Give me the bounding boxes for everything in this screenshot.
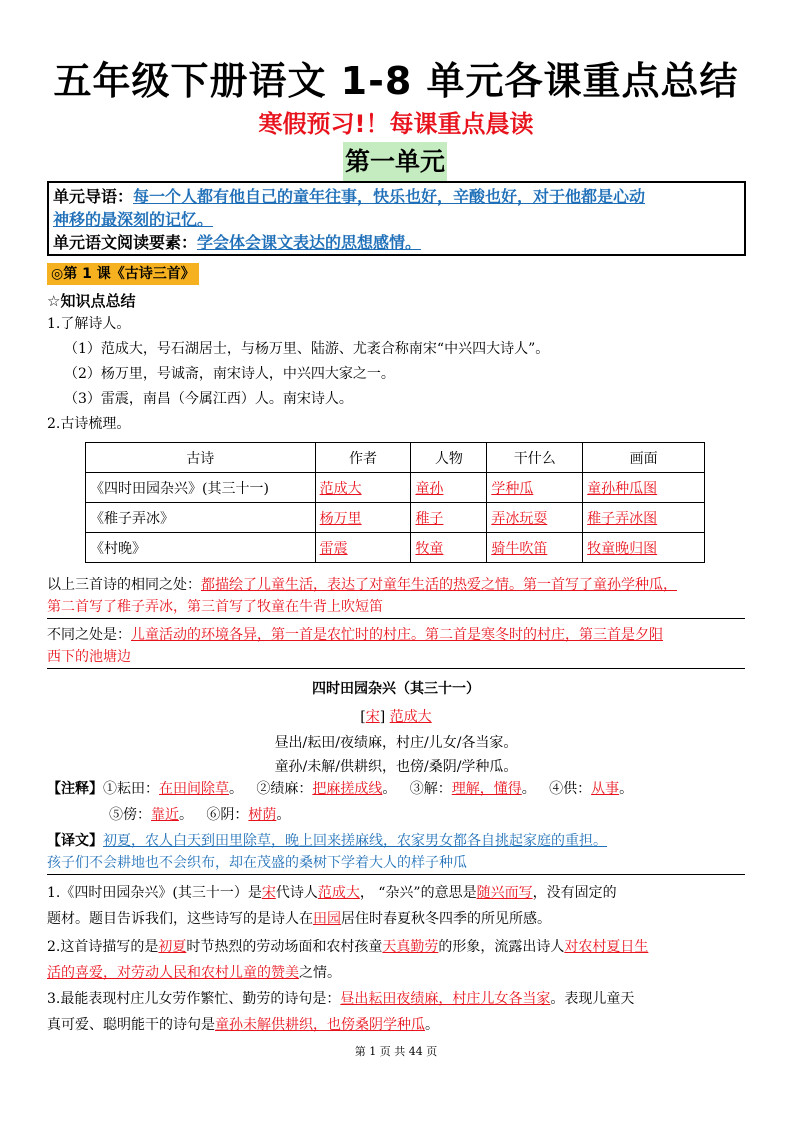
q1-text-h: 题材。题目告诉我们，这些诗写的是诗人在 <box>47 911 313 927</box>
same-points <box>47 574 745 619</box>
q3-text-c: 。表现儿童天 <box>550 991 635 1007</box>
scene-cell: 牧童晚归图 <box>583 533 705 563</box>
scene-cell: 童孙种瓜图 <box>583 473 705 503</box>
translation-text-2: 孩子们不会耕地也不会织布，却在茂盛的桑树下学着大人的样子种瓜 <box>47 855 467 871</box>
table-header: 人物 <box>411 443 487 473</box>
poem-line-2: 童孙/未解/供耕织，也傍/桑阴/学种瓜。 <box>274 759 518 775</box>
same-text-2: 第二首写了稚子弄冰，第三首写了牧童在牛背上吹短笛 <box>47 599 383 615</box>
note-2: 把麻搓成线 <box>312 781 383 797</box>
note-1: 在田间除草 <box>159 781 229 797</box>
q1-text-e: ， “杂兴”的意思是 <box>359 885 477 901</box>
person-cell: 牧童 <box>411 533 487 563</box>
q3-text-d: 真可爱、聪明能干的诗句是 <box>47 1017 215 1033</box>
poem-author: 范成大 <box>389 709 432 725</box>
q2-answer-season: 初夏 <box>158 939 187 955</box>
table-header-row <box>86 443 705 473</box>
q1-text-c: 代诗人 <box>275 885 318 901</box>
unit-guide-box <box>47 181 746 256</box>
author-cell: 雷震 <box>315 533 411 563</box>
note-4-label: ④供： <box>549 781 592 797</box>
same-text-1: 都描绘了儿童生活，表达了对童年生活的热爱之情。第一首写了童孙学种瓜， <box>201 577 677 593</box>
poet-1: （1）范成大，号石湖居士，与杨万里、陆游、尤袤合称南宋“中兴四大诗人”。 <box>64 341 550 357</box>
item-2: 2.古诗梳理。 <box>47 416 131 432</box>
poem-byline: [宋] 范成大 <box>360 709 432 725</box>
page-footer: 第 1 页 共 44 页 <box>354 1045 438 1058</box>
knowledge-points-title: ☆知识点总结 <box>47 292 136 310</box>
note-5: 靠近 <box>151 807 179 823</box>
poet-3: （3）雷震，南昌（今属江西）人。南宋诗人。 <box>64 391 353 407</box>
q3-answer-2: 童孙未解供耕织，也傍桑阴学种瓜 <box>215 1017 425 1033</box>
poem-table <box>85 442 705 563</box>
reading-element-text: 学会体会课文表达的思想感情。 <box>197 233 422 252</box>
q1-answer-dynasty: 宋 <box>261 885 276 901</box>
poem-cell: 《四时田园杂兴》(其三十一) <box>86 473 316 503</box>
q2-answer-emotion-1: 对农村夏日生 <box>564 939 649 955</box>
translation <box>47 830 745 875</box>
document-title: 五年级下册语文 1-8 单元各课重点总结 <box>53 59 739 103</box>
unit-intro-text-2: 神移的最深刻的记忆。 <box>53 210 214 229</box>
question-1 <box>47 882 745 930</box>
q2-text-c: 时节热烈的劳动场面和农村孩童 <box>186 939 383 955</box>
diff-label: 不同之处是： <box>47 627 131 643</box>
diff-text-2: 西下的池塘边 <box>47 649 131 665</box>
note-3: 理解，懂得 <box>451 781 522 797</box>
question-2 <box>47 936 745 984</box>
question-3 <box>47 988 745 1036</box>
unit-intro-label: 单元导语： <box>53 187 134 206</box>
q2-answer-emotion-2: 活的喜爱，对劳动人民和农村儿童的赞美 <box>47 965 299 981</box>
q1-text-j: 居住时春夏秋冬四季的所见所感。 <box>341 911 551 927</box>
note-5-label: ⑤傍： <box>109 807 151 823</box>
action-cell: 弄冰玩耍 <box>487 503 583 533</box>
same-label: 以上三首诗的相同之处： <box>47 577 201 593</box>
reading-element <box>53 231 740 254</box>
notes: 【注释】①耘田：在田间除草。 ②绩麻：把麻搓成线。 ③解：理解，懂得。 ④供：从事。 ⑤傍：靠近。 ⑥阴：树荫。 <box>47 781 634 823</box>
table-header: 画面 <box>583 443 705 473</box>
person-cell: 稚子 <box>411 503 487 533</box>
translation-label: 【译文】 <box>47 833 103 849</box>
unit-intro <box>53 185 740 208</box>
q2-text-e: 的形象，流露出诗人 <box>438 939 565 955</box>
note-4: 从事 <box>591 781 620 797</box>
table-row <box>86 473 705 503</box>
note-6: 树荫 <box>248 807 277 823</box>
author-cell: 范成大 <box>315 473 411 503</box>
poem-cell: 《稚子弄冰》 <box>86 503 316 533</box>
lesson-tag: ◎第 1 课《古诗三首》 <box>47 263 199 285</box>
q3-text-f: 。 <box>425 1017 439 1033</box>
action-cell: 学种瓜 <box>487 473 583 503</box>
scene-cell: 稚子弄冰图 <box>583 503 705 533</box>
q1-text-g: ，没有固定的 <box>532 885 617 901</box>
table-header: 古诗 <box>86 443 316 473</box>
different-points <box>47 624 745 669</box>
action-cell: 骑牛吹笛 <box>487 533 583 563</box>
item-1: 1.了解诗人。 <box>47 316 131 332</box>
diff-text-1: 儿童活动的环境各异，第一首是农忙时的村庄。第二首是寒冬时的村庄，第三首是夕阳 <box>131 627 663 643</box>
q2-answer-image: 天真勤劳 <box>382 939 439 955</box>
table-row <box>86 503 705 533</box>
unit-title: 第一单元 <box>343 142 447 182</box>
q1-answer-meaning: 随兴而写 <box>476 885 533 901</box>
notes-label: 【注释】 <box>47 781 103 797</box>
note-3-label: ③解： <box>409 781 452 797</box>
q1-answer-place: 田园 <box>313 911 341 927</box>
q2-text-h: 之情。 <box>299 965 341 981</box>
reading-element-label: 单元语文阅读要素： <box>53 233 198 252</box>
q1-answer-poet: 范成大 <box>317 885 360 901</box>
poem-cell: 《村晚》 <box>86 533 316 563</box>
table-row <box>86 533 705 563</box>
person-cell: 童孙 <box>411 473 487 503</box>
document-subtitle: 寒假预习!！每课重点晨读 <box>258 110 534 138</box>
poem-title: 四时田园杂兴（其三十一） <box>312 681 480 697</box>
q2-text-a: 2.这首诗描写的是 <box>47 939 159 955</box>
poet-2: （2）杨万里，号诚斋，南宋诗人，中兴四大家之一。 <box>64 366 395 382</box>
q3-text-a: 3.最能表现村庄儿女劳作繁忙、勤劳的诗句是： <box>47 991 341 1007</box>
translation-text-1: 初夏，农人白天到田里除草，晚上回来搓麻线，农家男女都各自挑起家庭的重担。 <box>103 833 607 849</box>
note-6-label: ⑥阴： <box>206 807 249 823</box>
table-header: 作者 <box>315 443 411 473</box>
poem-line-1: 昼出/耘田/夜绩麻，村庄/儿女/各当家。 <box>274 735 518 751</box>
q3-answer-1: 昼出耘田夜绩麻，村庄儿女各当家 <box>340 991 551 1007</box>
unit-intro-text: 每一个人都有他自己的童年往事，快乐也好，辛酸也好，对于他都是心动 <box>133 187 646 206</box>
poem-dynasty: 宋 <box>365 709 380 725</box>
author-cell: 杨万里 <box>315 503 411 533</box>
unit-intro-cont <box>53 208 740 231</box>
note-2-label: ②绩麻： <box>256 781 313 797</box>
q1-text-a: 1.《四时田园杂兴》(其三十一）是 <box>47 885 262 901</box>
table-header: 干什么 <box>487 443 583 473</box>
note-1-label: ①耘田： <box>103 781 159 797</box>
